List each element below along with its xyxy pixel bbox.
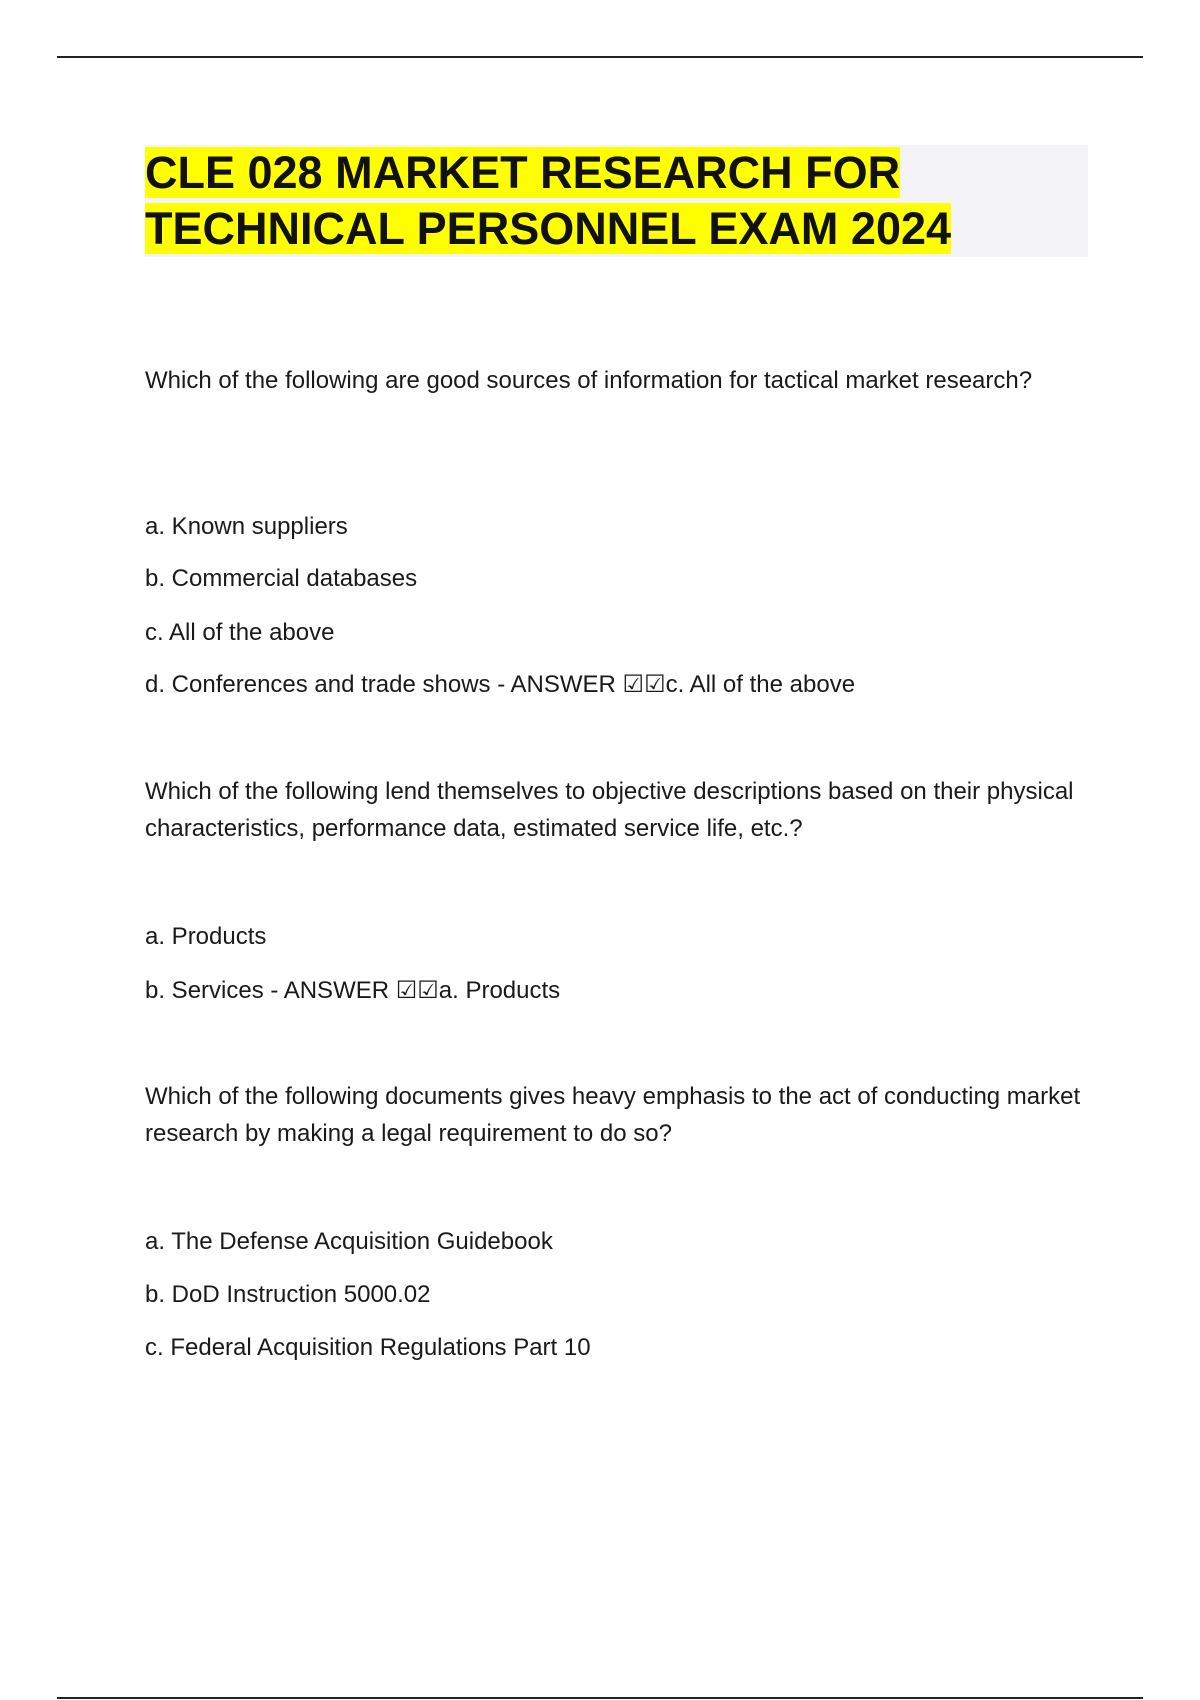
question-3-option-a: a. The Defense Acquisition Guidebook [145,1228,553,1255]
question-1-option-c: c. All of the above [145,619,335,646]
question-3-text: Which of the following documents gives heavy emphasis to the act of conducting market research by making a legal requirement to do so? [145,1083,1081,1147]
question-1-option-d-answer: d. Conferences and trade shows - ANSWER ☑☑c. All of the above [145,671,856,698]
question-3-option-c: c. Federal Acquisition Regulations Part 10 [145,1334,591,1361]
bottom-rule [57,1697,1143,1699]
document-title-line-2: TECHNICAL PERSONNEL EXAM 2024 [145,203,952,254]
question-1-text: Which of the following are good sources of information for tactical market research? [145,367,1033,394]
question-2-option-a: a. Products [145,923,267,950]
question-2-text: Which of the following lend themselves to objective descriptions based on their physical characteristics, performance data, estimated service life, etc.? [145,778,1074,842]
title-block [145,145,1088,257]
top-rule [57,56,1143,58]
question-1-option-a: a. Known suppliers [145,513,348,540]
question-3-option-b: b. DoD Instruction 5000.02 [145,1281,431,1308]
document-title [145,145,1088,257]
question-1-option-b: b. Commercial databases [145,565,418,592]
question-2-option-b-answer: b. Services - ANSWER ☑☑a. Products [145,977,561,1004]
document-title-line-1: CLE 028 MARKET RESEARCH FOR [145,147,901,198]
